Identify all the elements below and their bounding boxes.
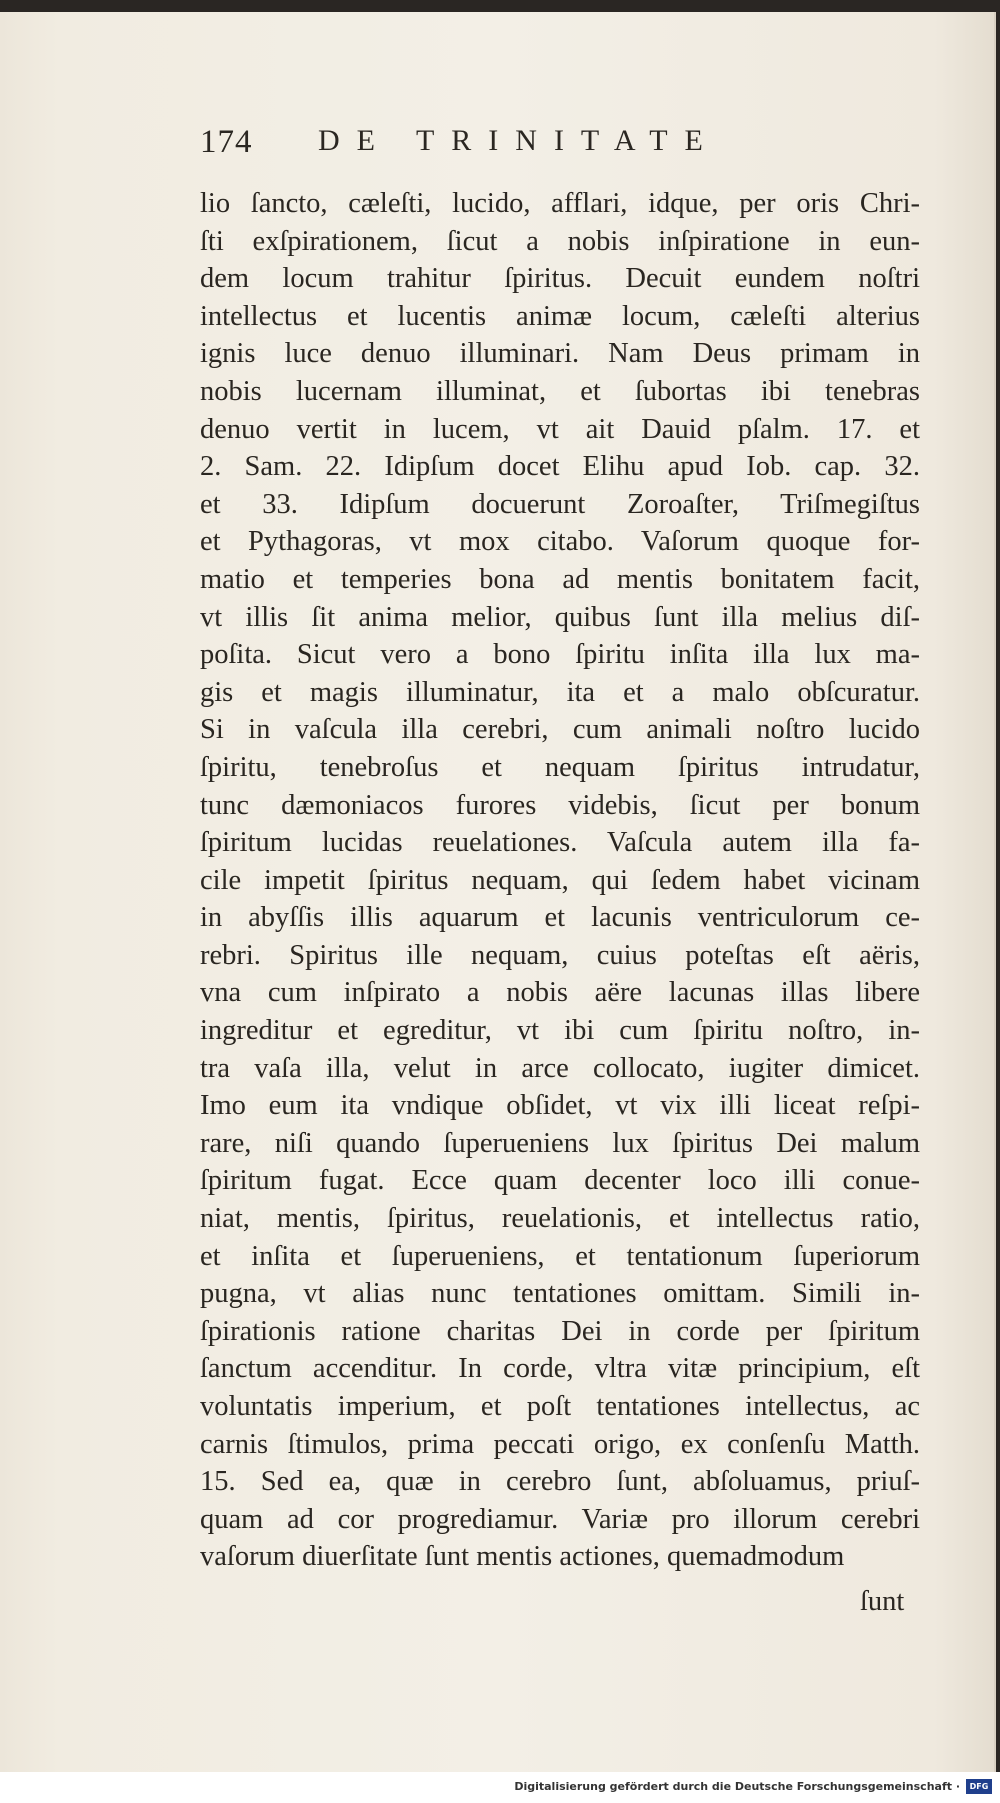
footer-bar [0, 1772, 1000, 1803]
text-line: voluntatis imperium, et poſt tentationes intellectus, ac [200, 1391, 920, 1422]
text-line: ſpiritu, tenebroſus et nequam ſpiritus intrudatur, [200, 751, 920, 783]
text-line: denuo vertit in lucem, vt ait Dauid pſalm. 17. et [200, 413, 920, 445]
text-line: ingreditur et egreditur, vt ibi cum ſpiritu noſtro, in- [200, 1015, 920, 1047]
page-number: 174 [200, 124, 253, 160]
text-line: intellectus et lucentis animæ locum, cæleſti alterius [200, 300, 920, 332]
text-line: ignis luce denuo illuminari. Nam Deus primam in [200, 338, 920, 370]
text-line: et inſita et ſuperueniens, et tentationum ſuperiorum [200, 1240, 920, 1272]
book-page [0, 12, 996, 1772]
text-line: matio et temperies bona ad mentis bonitatem facit, [200, 563, 920, 595]
text-line: et Pythagoras, vt mox citabo. Vaſorum quoque for- [200, 526, 920, 558]
text-line: carnis ſtimulos, prima peccati origo, ex conſenſu Matth. [200, 1428, 920, 1460]
text-line: niat, mentis, ſpiritus, reuelationis, et intellectus ratio, [200, 1203, 920, 1235]
text-line: Si in vaſcula illa cerebri, cum animali noſtro lucido [200, 714, 920, 746]
text-line: Imo eum ita vndique obſidet, vt vix illi liceat reſpi- [200, 1090, 920, 1122]
text-line: vt illis ſit anima melior, quibus ſunt illa melius diſ- [200, 601, 920, 633]
text-line: rebri. Spiritus ille nequam, cuius poteſtas eſt aëris, [200, 939, 920, 971]
dfg-logo: DFG [966, 1779, 992, 1794]
text-line: tra vaſa illa, velut in arce collocato, iugiter dimicet. [200, 1052, 920, 1084]
text-line: rare, niſi quando ſuperueniens lux ſpiritus Dei malum [200, 1127, 920, 1159]
text-line: et 33. Idipſum docuerunt Zoroaſter, Triſmegiſtus [200, 488, 920, 520]
text-line: vna cum inſpirato a nobis aëre lacunas illas libere [200, 977, 920, 1009]
text-line: nobis lucernam illuminat, et ſubortas ibi tenebras [200, 375, 920, 407]
text-line: gis et magis illuminatur, ita et a malo obſcuratur. [200, 676, 920, 708]
text-line: dem locum trahitur ſpiritus. Decuit eundem noſtri [200, 263, 920, 295]
text-line: ſpirationis ratione charitas Dei in corde per ſpiritum [200, 1315, 920, 1347]
footer-credit: Digitalisierung gefördert durch die Deutsche Forschungsgemeinschaft · [514, 1780, 960, 1793]
text-line: tunc dæmoniacos furores videbis, ſicut per bonum [200, 789, 920, 821]
text-line: ſpiritum fugat. Ecce quam decenter loco illi conue- [200, 1165, 920, 1197]
text-line: poſita. Sicut vero a bono ſpiritu inſita illa lux ma- [200, 639, 920, 671]
text-line: lio ſancto, cæleſti, lucido, afflari, idque, per oris Chri- [200, 188, 920, 219]
text-line: 15. Sed ea, quæ in cerebro ſunt, abſoluamus, priuſ- [200, 1466, 920, 1498]
text-body [200, 185, 920, 1576]
text-line: cile impetit ſpiritus nequam, qui ſedem habet vicinam [200, 864, 920, 896]
text-line: pugna, vt alias nunc tentationes omittam. Simili in- [200, 1278, 920, 1310]
text-line: in abyſſis illis aquarum et lacunis ventriculorum ce- [200, 902, 920, 934]
text-line: 2. Sam. 22. Idipſum docet Elihu apud Iob. cap. 32. [200, 451, 920, 483]
text-line: ſti exſpirationem, ſicut a nobis inſpiratione in eun- [200, 225, 920, 257]
text-line: ſpiritum lucidas reuelationes. Vaſcula autem illa fa- [200, 827, 920, 859]
running-title: DE TRINITATE [318, 124, 720, 157]
text-line: vaſorum diuerſitate ſunt mentis actiones, quemadmodum [200, 1541, 845, 1573]
text-line: ſanctum accenditur. In corde, vltra vitæ principium, eſt [200, 1353, 920, 1385]
text-line: quam ad cor progrediamur. Variæ pro illorum cerebri [200, 1503, 920, 1535]
catchword: ſunt [860, 1586, 905, 1617]
page-header [200, 124, 780, 164]
